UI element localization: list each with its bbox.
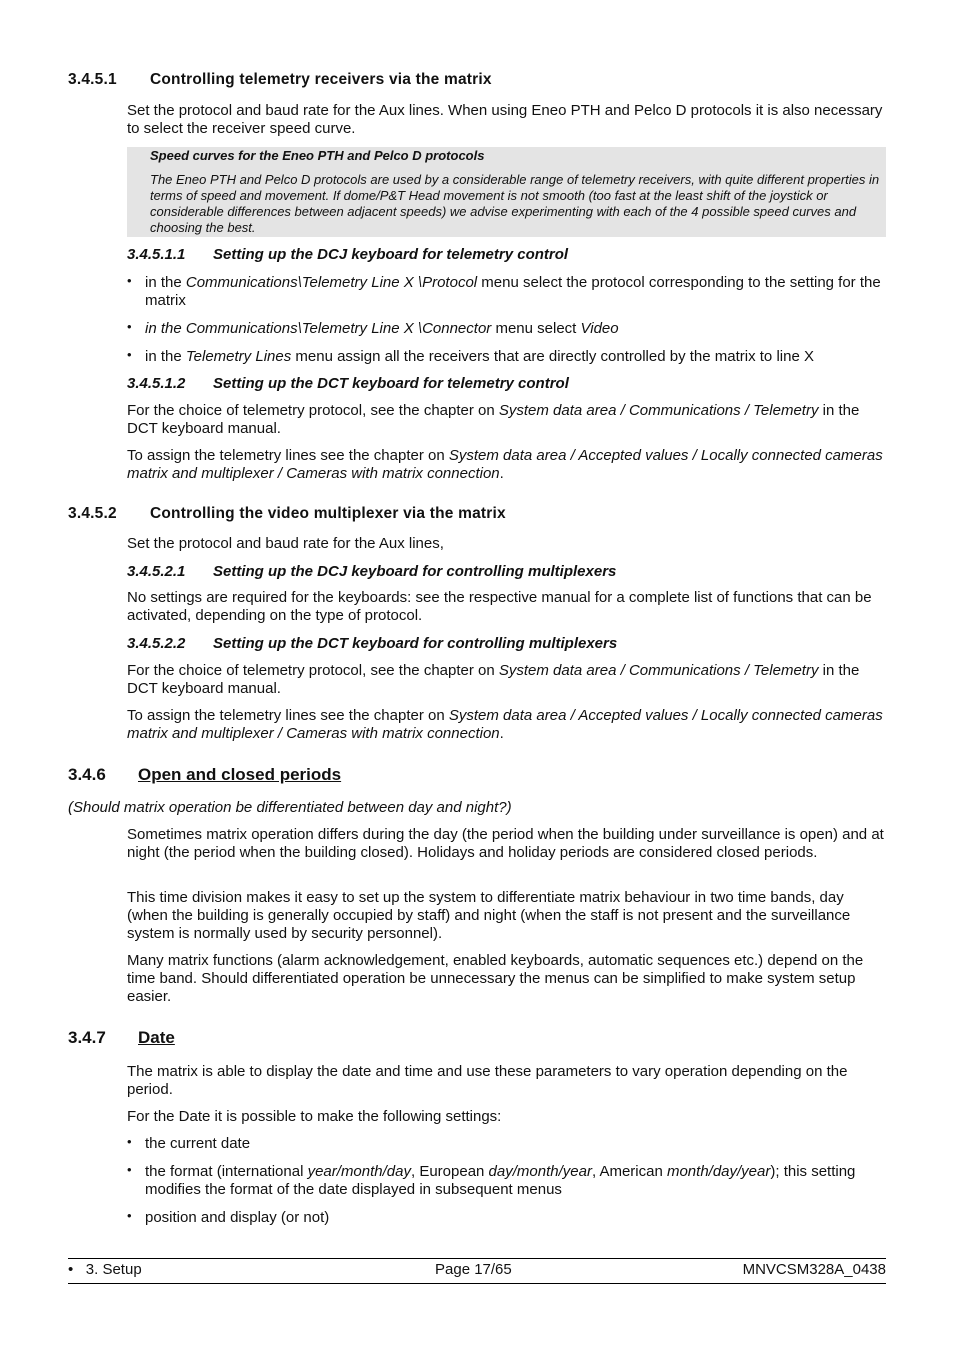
footer-page-number: Page 17/65 <box>435 1261 512 1278</box>
page-footer <box>68 1258 886 1284</box>
note-box <box>127 147 886 237</box>
paragraph: For the Date it is possible to make the following settings: <box>127 1108 502 1125</box>
paragraph: Set the protocol and baud rate for the Aux lines. When using Eneo PTH and Pelco D protocols it is also necessary to select the receiver speed curve. <box>127 102 883 137</box>
heading-3-4-5-1-1: 3.4.5.1.1 Setting up the DCJ keyboard for telemetry control <box>127 246 569 263</box>
list-item: • position and display (or not) <box>127 1208 330 1226</box>
note-body: The Eneo PTH and Pelco D protocols are used by a considerable range of telemetry receivers, with quite different properties in terms of speed and movement. If dome/P&T Head movement is not smooth (too fast at the least shift of the joystick or considerable differences between adjacent speeds) we advise experimenting with each of the 4 possible speed curves and choosing the best. <box>150 172 880 235</box>
paragraph: The matrix is able to display the date and time and use these parameters to vary operation depending on the period. <box>127 1063 848 1098</box>
paragraph: To assign the telemetry lines see the chapter on System data area / Accepted values / Locally connected cameras matrix and multiplexer / Cameras with matrix connection. <box>127 447 883 482</box>
list-item: • the current date <box>127 1134 251 1152</box>
paragraph: For the choice of telemetry protocol, see the chapter on System data area / Communications / Telemetry in the DCT keyboard manual. <box>127 662 860 697</box>
list-item: • in the Telemetry Lines menu assign all the receivers that are directly controlled by the matrix to line X <box>127 347 814 365</box>
paragraph: This time division makes it easy to set up the system to differentiate matrix behaviour in two time bands, day (when the building is generally occupied by staff) and night (when the staff is not present and the surveillance system is normally used by security personnel). <box>127 889 851 942</box>
heading-3-4-5-2: 3.4.5.2 Controlling the video multiplexer via the matrix <box>68 505 506 522</box>
paragraph: No settings are required for the keyboards: see the respective manual for a complete list of functions that can be activated, depending on the type of protocol. <box>127 589 872 624</box>
footer-doc-code: MNVCSM328A_0438 <box>742 1261 886 1278</box>
paragraph: For the choice of telemetry protocol, see the chapter on System data area / Communications / Telemetry in the DCT keyboard manual. <box>127 402 860 437</box>
heading-3-4-7: 3.4.7 Date <box>68 1028 175 1047</box>
paragraph: Set the protocol and baud rate for the Aux lines, <box>127 535 444 552</box>
list-item: • the format (international year/month/day, European day/month/year, American month/day/year); this setting modifies the format of the date displayed in subsequent menus <box>127 1162 856 1198</box>
list-item: • in the Communications\Telemetry Line X \Protocol menu select the protocol corresponding to the setting for the matrix <box>127 273 881 309</box>
heading-3-4-5-2-1: 3.4.5.2.1 Setting up the DCJ keyboard for controlling multiplexers <box>127 563 617 580</box>
section-intro: (Should matrix operation be differentiated between day and night?) <box>68 799 512 816</box>
paragraph: To assign the telemetry lines see the chapter on System data area / Accepted values / Locally connected cameras matrix and multiplexer / Cameras with matrix connection. <box>127 707 883 742</box>
paragraph: Many matrix functions (alarm acknowledgement, enabled keyboards, automatic sequences etc.) depend on the time band. Should differentiated operation be unnecessary the menus can be simplified to make system setup easier. <box>127 952 864 1005</box>
paragraph: Sometimes matrix operation differs during the day (the period when the building under surveillance is open) and at night (the period when the building closed). Holidays and holiday periods are considered closed periods. <box>127 826 884 861</box>
note-title: Speed curves for the Eneo PTH and Pelco D protocols <box>150 148 485 163</box>
list-item: • in the Communications\Telemetry Line X \Connector menu select Video <box>127 319 619 337</box>
heading-3-4-5-2-2: 3.4.5.2.2 Setting up the DCT keyboard for controlling multiplexers <box>127 635 618 652</box>
heading-3-4-5-1: 3.4.5.1 Controlling telemetry receivers via the matrix <box>68 71 492 88</box>
heading-3-4-6: 3.4.6 Open and closed periods <box>68 765 342 784</box>
heading-3-4-5-1-2: 3.4.5.1.2 Setting up the DCT keyboard for telemetry control <box>127 375 569 392</box>
footer-chapter: • 3. Setup <box>68 1261 142 1278</box>
